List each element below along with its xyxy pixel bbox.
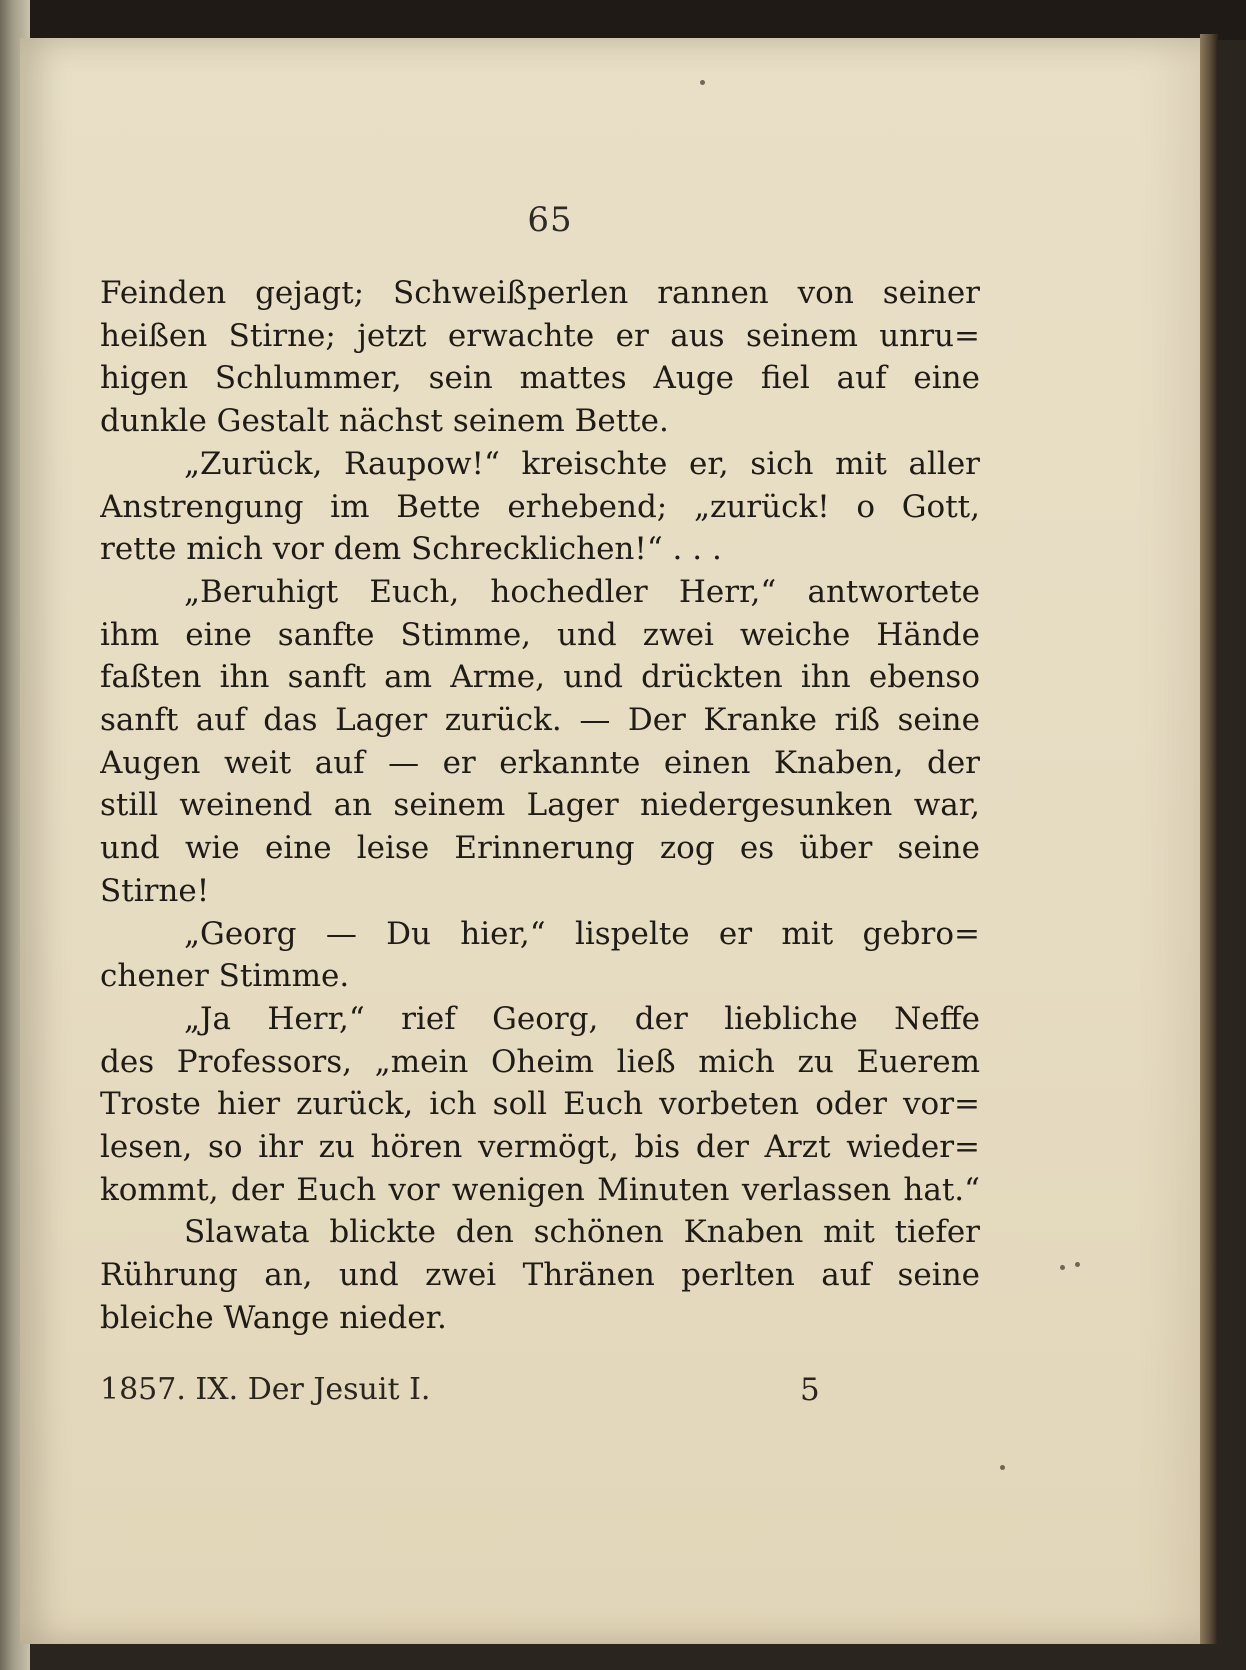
text-line: Anstrengung im Bette erhebend; „zurück! o Gott, (100, 488, 980, 525)
text-line: higen Schlummer, sein mattes Auge fiel auf eine (100, 360, 980, 397)
page-number: 65 (527, 200, 573, 240)
text-line: „Beruhigt Euch, hochedler Herr,“ antwortete (184, 573, 980, 610)
text-line: lesen, so ihr zu hören vermögt, bis der Arzt wieder= (100, 1129, 980, 1166)
text-line: Troste hier zurück, ich soll Euch vorbeten oder vor= (100, 1086, 980, 1123)
text-line: Augen weit auf — er erkannte einen Knaben, der (100, 744, 980, 781)
text-line: kommt, der Euch vor wenigen Minuten verlassen hat.“ (100, 1171, 980, 1208)
text-line: Rührung an, und zwei Thränen perlten auf seine (100, 1257, 980, 1294)
text-line: sanft auf das Lager zurück. — Der Kranke riß seine (100, 702, 980, 739)
signature-number: 5 (800, 1372, 820, 1408)
body-text (100, 272, 980, 1340)
text-line: und wie eine leise Erinnerung zog es über seine (100, 830, 980, 867)
text-line: heißen Stirne; jetzt erwachte er aus seinem unru= (100, 317, 980, 354)
text-line: Feinden gejagt; Schweißperlen rannen von seiner (100, 275, 980, 311)
text-line: ihm eine sanfte Stimme, und zwei weiche Hände (100, 616, 980, 653)
text-line: faßten ihn sanft am Arme, und drückten ihn ebenso (100, 659, 980, 696)
text-line: „Ja Herr,“ rief Georg, der liebliche Neffe (184, 1000, 980, 1037)
text-line: Slawata blickte den schönen Knaben mit tiefer (184, 1214, 980, 1251)
text-line: Stirne! (100, 872, 210, 909)
text-line: „Georg — Du hier,“ lispelte er mit gebro= (184, 915, 980, 952)
right-page-edge (1200, 34, 1218, 1644)
text-line: „Zurück, Raupow!“ kreischte er, sich mit aller (184, 445, 980, 482)
text-line: des Professors, „mein Oheim ließ mich zu Euerem (100, 1043, 980, 1080)
paper-speck (1060, 1265, 1065, 1270)
paper-speck (1000, 1465, 1005, 1470)
printer-signature: 1857. IX. Der Jesuit I. (100, 1372, 431, 1407)
text-line: dunkle Gestalt nächst seinem Bette. (100, 403, 669, 440)
text-line: bleiche Wange nieder. (100, 1299, 447, 1336)
paper-speck (1075, 1262, 1080, 1267)
paper-speck (700, 80, 705, 85)
text-line: still weinend an seinem Lager niedergesunken war, (100, 787, 980, 824)
text-line: rette mich vor dem Schrecklichen!“ . . . (100, 531, 722, 568)
text-line: chener Stimme. (100, 958, 350, 995)
top-binding-edge (0, 0, 1246, 40)
